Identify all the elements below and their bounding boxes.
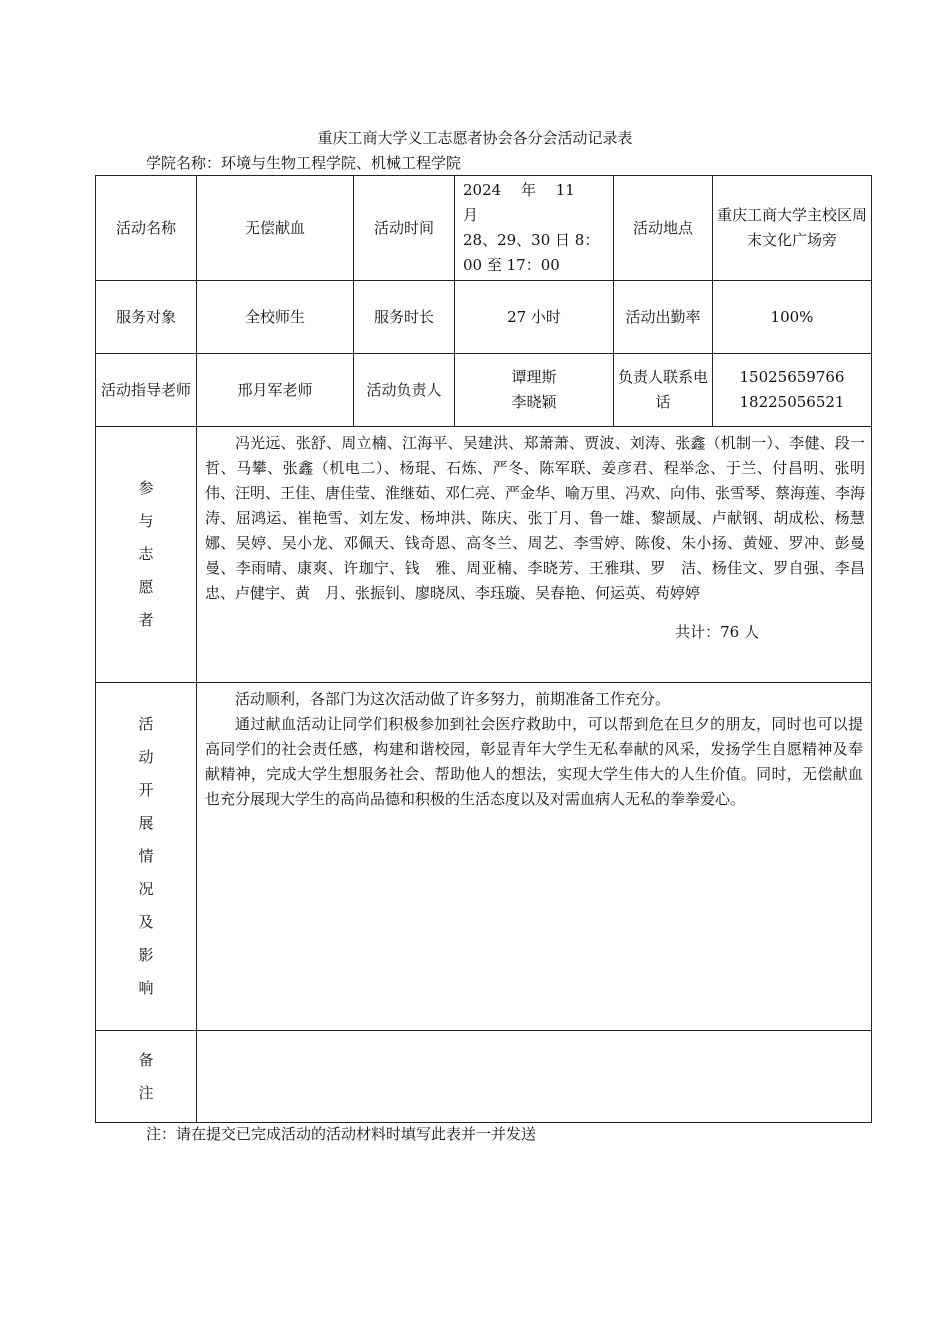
impact-label-char: 动 bbox=[138, 748, 154, 766]
service-duration-value: 27 小时 bbox=[455, 281, 614, 354]
service-target-label: 服务对象 bbox=[96, 281, 197, 354]
volunteers-content bbox=[197, 427, 872, 683]
form-title: 重庆工商大学义工志愿者协会各分会活动记录表 bbox=[317, 129, 633, 147]
table-row-activity-info bbox=[96, 176, 872, 281]
volunteers-label-char: 愿 bbox=[138, 578, 154, 596]
volunteers-label-char: 志 bbox=[138, 545, 154, 563]
table-row-remarks bbox=[96, 1031, 872, 1123]
impact-paragraph: 活动顺利，各部门为这次活动做了许多努力，前期准备工作充分。 bbox=[235, 690, 671, 708]
phone-label bbox=[614, 354, 713, 427]
impact-label-char: 及 bbox=[138, 913, 154, 931]
teacher-label bbox=[96, 354, 197, 427]
table-row-people-info bbox=[96, 354, 872, 427]
table-row-volunteers bbox=[96, 427, 872, 683]
service-duration-label: 服务时长 bbox=[354, 281, 455, 354]
impact-label-char: 活 bbox=[138, 715, 154, 733]
teacher-label-text: 活动指导老师 bbox=[100, 380, 191, 399]
volunteer-total: 共计：76 人 bbox=[675, 623, 759, 641]
service-target-value: 全校师生 bbox=[197, 281, 354, 354]
activity-time-line: 28、29、30 日 8： bbox=[463, 231, 600, 249]
impact-content bbox=[197, 683, 872, 1031]
leader-label: 活动负责人 bbox=[354, 354, 455, 427]
activity-time-label: 活动时间 bbox=[354, 176, 455, 281]
leader-name: 谭理斯 bbox=[511, 368, 557, 386]
phone-number: 15025659766 bbox=[739, 368, 845, 386]
phone-value bbox=[713, 354, 872, 427]
activity-time-line: 2024 年 11 月 bbox=[463, 181, 595, 224]
remarks-label-char: 备 bbox=[138, 1050, 154, 1069]
activity-place-text: 重庆工商大学主校区周末文化广场旁 bbox=[717, 206, 868, 249]
impact-label-char: 情 bbox=[138, 847, 154, 865]
leader-name: 李晓颖 bbox=[511, 393, 557, 411]
volunteers-label bbox=[96, 427, 197, 683]
activity-record-table bbox=[95, 175, 872, 1123]
volunteer-names: 冯光远、张舒、周立楠、江海平、吴建洪、郑萧萧、贾波、刘涛、张鑫（机制一）、李健、段一哲、马攀、张鑫（机电二）、杨琨、石炼、严冬、陈军联、姜彦君、程举念、于兰、付昌明、张明伟、汪明、王佳、唐佳莹、淮继茹、邓仁亮、严金华、喻万里、冯欢、向伟、张雪琴、蔡海莲、李海涛、屈鸿运、崔艳雪、刘左发、杨坤洪、陈庆、张丁月、鲁一雄、黎颉晟、卢献钢、胡成松、杨慧娜、吴婷、吴小龙、邓佩天、钱奇恩、高冬兰、周艺、李雪婷、陈俊、朱小扬、黄娅、罗冲、彭曼曼、李雨晴、康爽、许珈宁、钱 雅、周亚楠、李晓芳、王雅琪、罗 洁、杨佳文、罗自强、李昌忠、卢健宇、黄 月、张振钊、廖晓凤、李珏璇、吴春艳、何运英、苟婷婷 bbox=[205, 434, 866, 602]
footnote: 注：请在提交已完成活动的活动材料时填写此表并一并发送 bbox=[146, 1125, 537, 1143]
impact-label-char: 影 bbox=[138, 946, 154, 964]
impact-label-char: 开 bbox=[138, 781, 154, 799]
table-row-service-info bbox=[96, 281, 872, 354]
activity-place-label: 活动地点 bbox=[614, 176, 713, 281]
leader-value bbox=[455, 354, 614, 427]
impact-label-char: 响 bbox=[138, 979, 154, 997]
volunteers-label-char: 参 bbox=[138, 479, 154, 497]
remarks-label bbox=[96, 1031, 197, 1123]
phone-number: 18225056521 bbox=[739, 393, 845, 411]
activity-name-label: 活动名称 bbox=[96, 176, 197, 281]
college-name: 学院名称：环境与生物工程学院、机械工程学院 bbox=[146, 154, 462, 172]
table-row-impact bbox=[96, 683, 872, 1031]
activity-time-line: 00 至 17：00 bbox=[463, 256, 560, 274]
volunteers-label-char: 者 bbox=[138, 611, 154, 629]
teacher-value: 邢月军老师 bbox=[197, 354, 354, 427]
activity-time-value bbox=[455, 176, 614, 281]
impact-label-char: 展 bbox=[138, 814, 154, 832]
impact-label bbox=[96, 683, 197, 1031]
volunteers-label-char: 与 bbox=[138, 512, 154, 530]
activity-name-value: 无偿献血 bbox=[197, 176, 354, 281]
activity-place-value bbox=[713, 176, 872, 281]
impact-paragraph: 通过献血活动让同学们积极参加到社会医疗救助中，可以帮到危在旦夕的朋友，同时也可以提高同学们的社会责任感，构建和谐校园，彰显青年大学生无私奉献的风采，发扬学生自愿精神及奉献精神，完成大学生想服务社会、帮助他人的想法，实现大学生伟大的人生价值。同时，无偿献血也充分展现大学生的高尚品德和积极的生活态度以及对需血病人无私的拳拳爱心。 bbox=[205, 715, 863, 808]
impact-label-char: 况 bbox=[138, 880, 154, 898]
attendance-value: 100% bbox=[713, 281, 872, 354]
remarks-content bbox=[197, 1031, 872, 1123]
remarks-label-char: 注 bbox=[138, 1083, 154, 1102]
attendance-label: 活动出勤率 bbox=[614, 281, 713, 354]
phone-label-text: 负责人联系电话 bbox=[618, 368, 709, 411]
